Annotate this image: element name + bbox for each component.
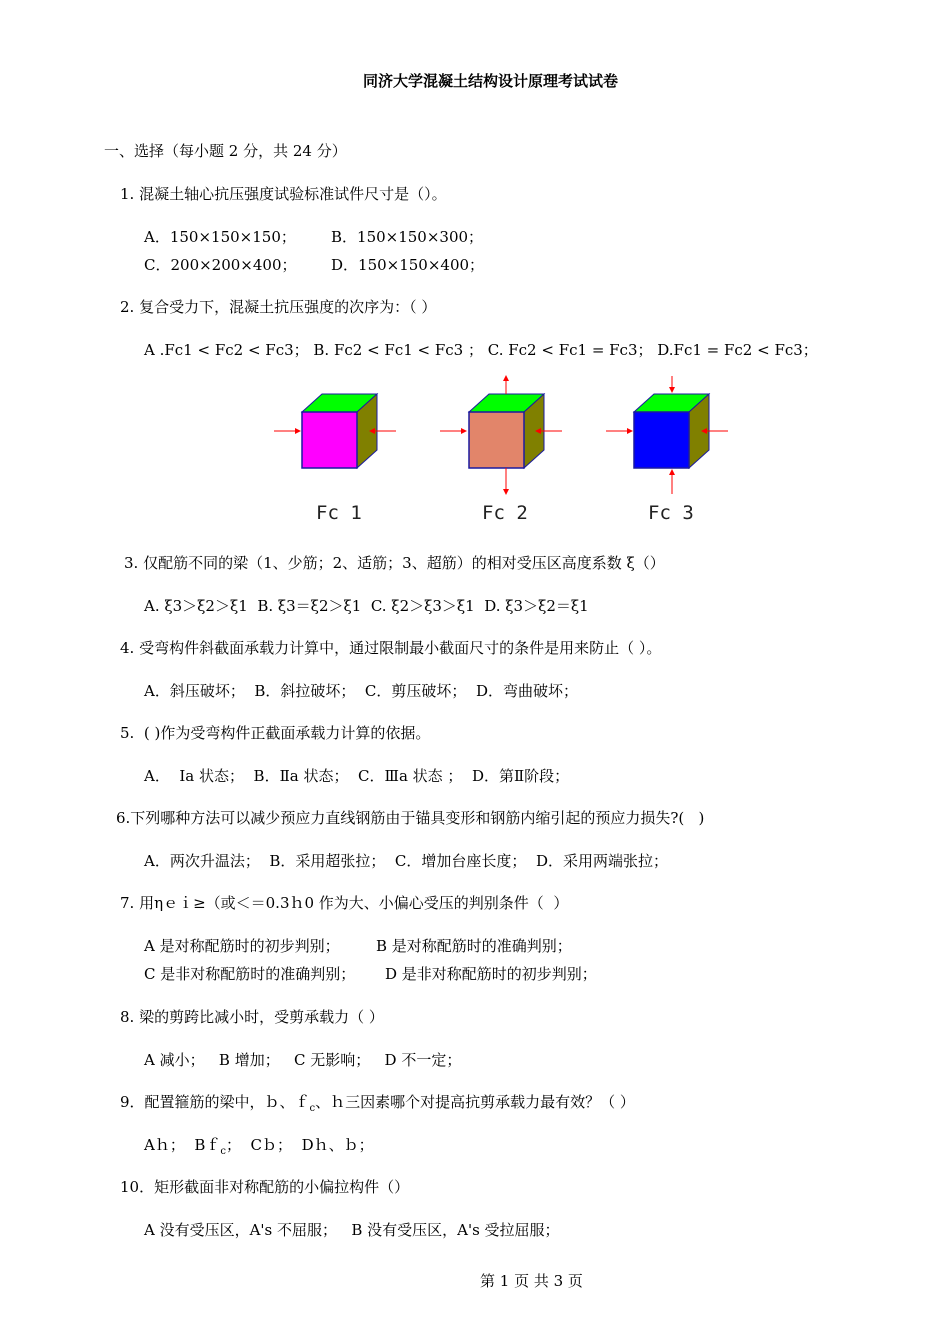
section-heading: 一、选择（每小题 2 分，共 24 分）	[104, 142, 347, 160]
question-8-stem: 8. 梁的剪跨比减小时，受剪承载力（ ）	[120, 1008, 384, 1026]
page-title: 同济大学混凝土结构设计原理考试试卷	[363, 72, 619, 90]
question-5-stem: 5. ( )作为受弯构件正截面承载力计算的依据。	[120, 724, 431, 742]
question-9-stem: 9．配置箍筋的梁中，ｂ、ｆ$_c$、ｈ三因素哪个对提高抗剪承载力最有效？（ ）	[120, 1093, 635, 1114]
cube-fc3	[606, 376, 728, 494]
question-3-options: A. ξ3＞ξ2＞ξ1 B. ξ3＝ξ2＞ξ1 C. ξ2＞ξ3＞ξ1 D. ξ3＞ξ2＝ξ1	[144, 597, 589, 615]
question-7-option-d: D 是非对称配筋时的初步判别；	[385, 965, 597, 983]
question-1-option-a: A．150×150×150；	[144, 228, 296, 246]
question-6-options: A．两次升温法； B．采用超张拉； C．增加台座长度； D．采用两端张拉；	[144, 852, 668, 870]
question-7-stem: 7. 用ηｅｉ≥（或＜＝0.3ｈ0 作为大、小偏心受压的判别条件（ ）	[120, 894, 569, 912]
figure-label-fc3: Fc 3	[648, 502, 694, 524]
question-1-option-c: C．200×200×400；	[144, 256, 297, 274]
question-10-stem: 10．矩形截面非对称配筋的小偏拉构件（）	[120, 1178, 410, 1196]
question-4-options: A．斜压破坏； B．斜拉破坏； C．剪压破坏； D．弯曲破坏；	[144, 682, 578, 700]
question-1-stem: 1. 混凝土轴心抗压强度试验标准试件尺寸是（）。	[120, 185, 447, 203]
cube-fc1	[274, 394, 396, 468]
question-10-options: A 没有受压区，A's 不屈服； B 没有受压区，A's 受拉屈服；	[144, 1221, 560, 1239]
figure-label-fc1: Fc 1	[316, 502, 362, 524]
question-2-options: A .Fc1 < Fc2 < Fc3； B. Fc2 < Fc1 < Fc3 ； C. Fc2 < Fc1 = Fc3； D.Fc1 = Fc2 < Fc3；	[144, 341, 818, 359]
question-7-option-b: B 是对称配筋时的准确判别；	[376, 937, 572, 955]
figure-label-fc2: Fc 2	[482, 502, 528, 524]
question-9-options: Aｈ； Bｆ$_c$； Cｂ； Dｈ、ｂ；	[144, 1136, 374, 1157]
question-4-stem: 4. 受弯构件斜截面承载力计算中，通过限制最小截面尺寸的条件是用来防止（ ）。	[120, 639, 662, 657]
question-1-option-d: D．150×150×400；	[331, 256, 485, 274]
question-1-option-b: B．150×150×300；	[331, 228, 484, 246]
question-8-options: A 减小； B 增加； C 无影响； D 不一定；	[144, 1051, 462, 1069]
question-2-stem: 2. 复合受力下，混凝土抗压强度的次序为：（ ）	[120, 298, 437, 316]
question-6-stem: 6.下列哪种方法可以减少预应力直线钢筋由于锚具变形和钢筋内缩引起的预应力损失?( )	[116, 809, 705, 827]
page-footer: 第 1 页 共 3 页	[480, 1272, 583, 1290]
question-3-stem: 3. 仅配筋不同的梁（1、少筋；2、适筋；3、超筋）的相对受压区高度系数 ξ（）	[124, 554, 665, 572]
question-7-option-c: C 是非对称配筋时的准确判别；	[144, 965, 356, 983]
question-7-option-a: A 是对称配筋时的初步判别；	[144, 937, 340, 955]
cube-fc2	[440, 376, 562, 494]
question-5-options: A． Ⅰa 状态； B．Ⅱa 状态； C．Ⅲa 状态 ； D．第Ⅱ阶段；	[144, 767, 570, 785]
